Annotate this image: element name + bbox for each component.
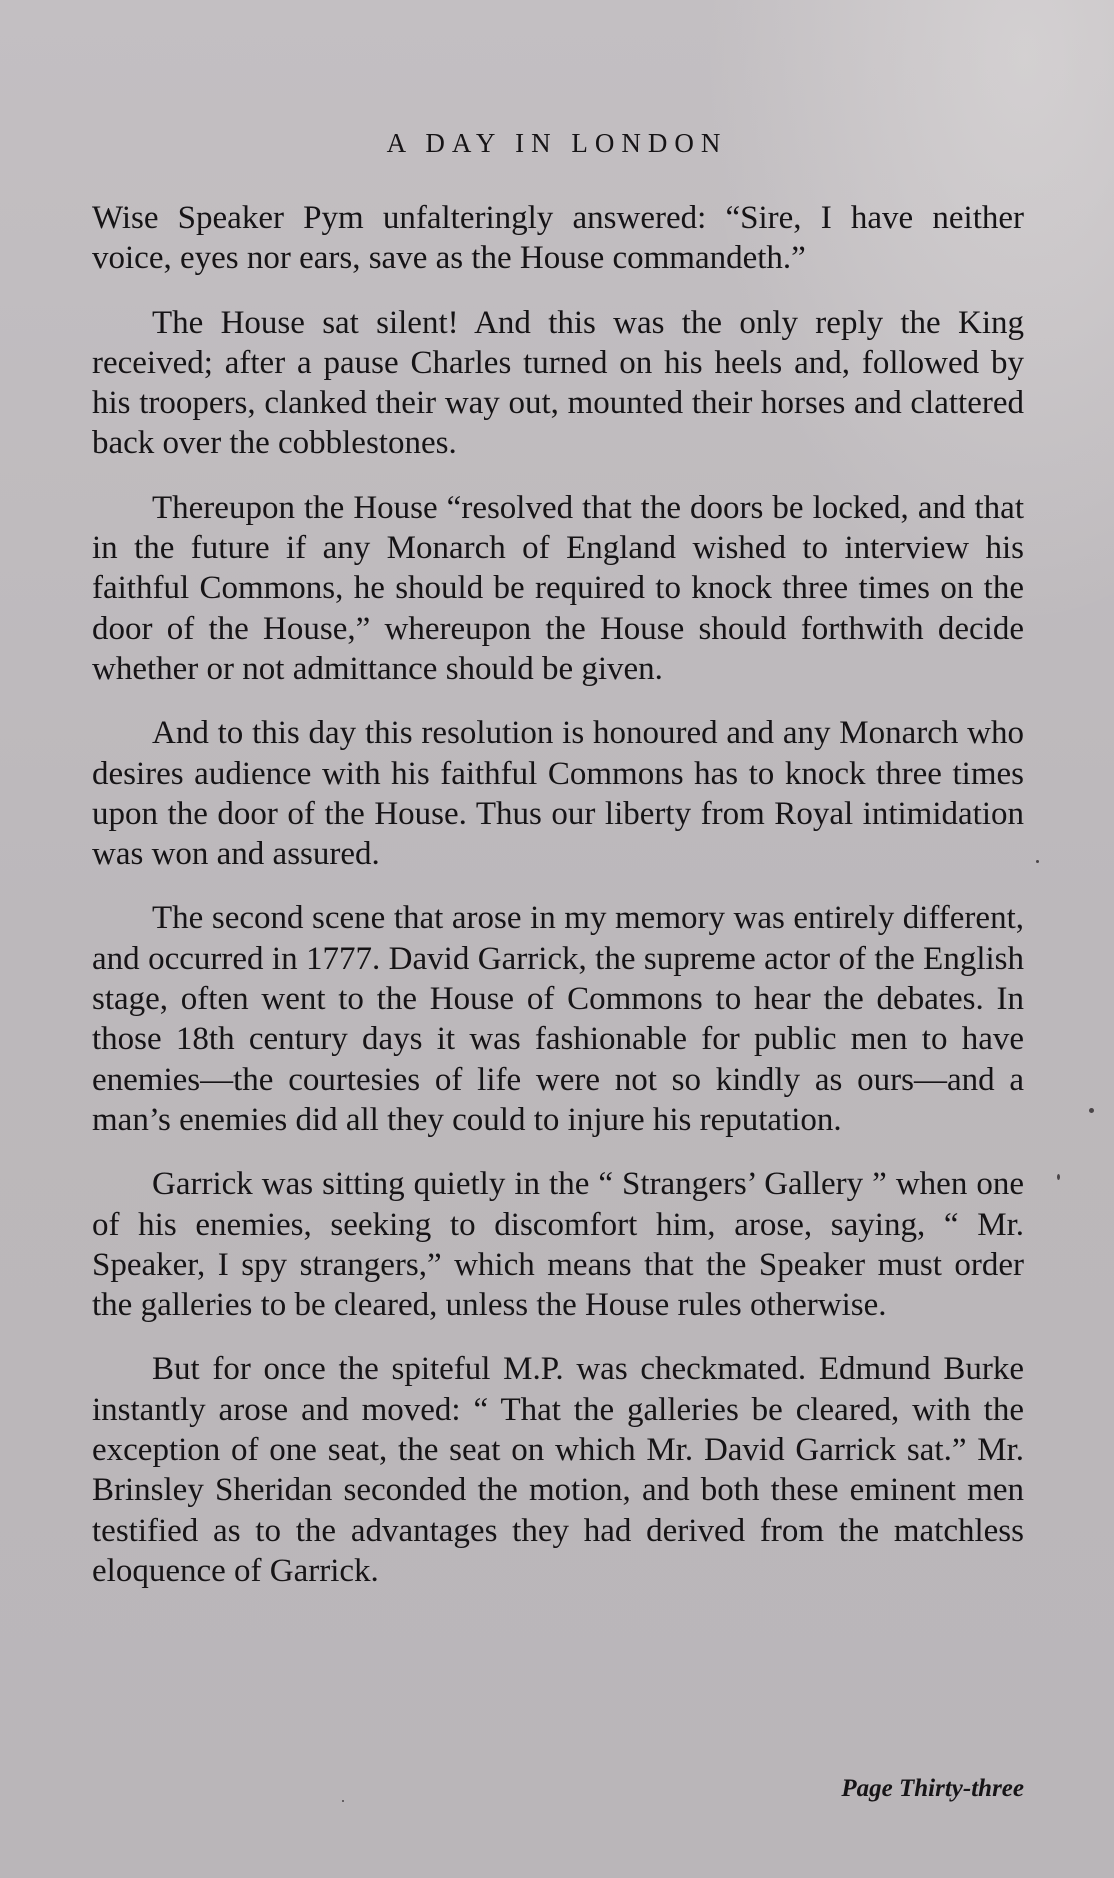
page-number: Page Thirty-three xyxy=(841,1775,1024,1802)
paper-speck xyxy=(1089,1108,1094,1113)
paragraph-3: Thereupon the House “resolved that the doors be locked, and that in the future if any Monarch of England wished to interview his faithful Commons, he should be required to knock three times on the door of the House,” whereupon the House should forthwith decide whether or not admittance should be given. xyxy=(92,489,1024,687)
running-head-title: A DAY IN LONDON xyxy=(386,128,728,158)
paragraph-7: But for once the spiteful M.P. was checkmated. Edmund Burke instantly arose and moved: “ That the galleries be cleared, with the exception of one seat, the seat on which Mr. David Garrick sat.” Mr. Brinsley Sheridan seconded the motion, and both these eminent men testified as to the advantages they had derived from the matchless eloquence of Garrick. xyxy=(92,1351,1024,1589)
paragraph-2: The House sat silent! And this was the only reply the King received; after a pause Charles turned on his heels and, followed by his troopers, clanked their way out, mounted their horses and clattered back over the cobblestones. xyxy=(92,304,1024,462)
paragraph-1: Wise Speaker Pym unfalteringly answered: “Sire, I have neither voice, eyes nor ears, save as the House commandeth.” xyxy=(92,200,1024,277)
paragraph-6: Garrick was sitting quietly in the “ Strangers’ Gallery ” when one of his enemies, seeking to discomfort him, arose, saying, “ Mr. Speaker, I spy strangers,” which means that the Speaker must order the galleries to be cleared, unless the House rules otherwise. xyxy=(92,1166,1024,1324)
body-text xyxy=(92,198,1024,1615)
paragraph-4: And to this day this resolution is honoured and any Monarch who desires audience with his faithful Commons has to knock three times upon the door of the House. Thus our liberty from Royal intimidation was won and assured. xyxy=(92,715,1024,873)
paper-speck xyxy=(342,1800,344,1802)
paragraph-5: The second scene that arose in my memory was entirely different, and occurred in 1777. David Garrick, the supreme actor of the English stage, often went to the House of Commons to hear the debates. In those 18th century days it was fashionable for public men to have enemies—the courtesies of life were not so kindly as ours—and a man’s enemies did all they could to injure his reputation. xyxy=(92,900,1024,1138)
paper-speck xyxy=(1036,860,1039,863)
paper-speck xyxy=(1057,1174,1060,1180)
